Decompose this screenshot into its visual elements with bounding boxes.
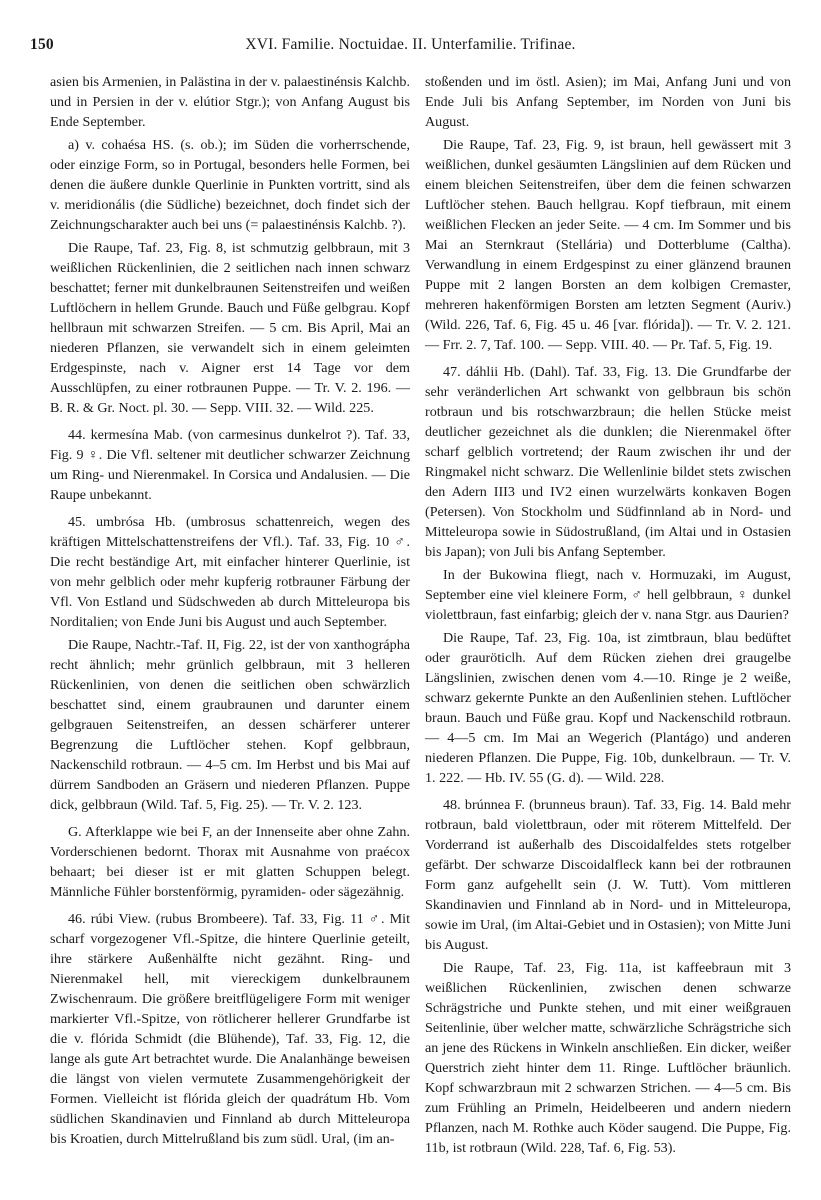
paragraph: 44. kermesína Mab. (von carmesinus dunkelrot ?). Taf. 33, Fig. 9 ♀. Die Vfl. seltener mit deutlicher schwarzer Zeichnung um Ring- und Nierenmakel. In Corsica und Andalusien. — Die Raupe unbekannt. <box>50 427 410 503</box>
paragraph: Die Raupe, Taf. 23, Fig. 11a, ist kaffeebraun mit 3 weißlichen Rückenlinien, zwischen denen schwarze Schrägstriche und Punkte stehen, und mit einer weißgrauen Seitenlinie, über welcher matte, schwärzliche Schrägstriche sich an jene des Rückens in Winkeln anschließen. Ein dicker, weißer Querstrich zieht hinter dem 11. Ringe. Luftlöcher bräunlich. Kopf schwarzbraun mit 2 schwarzen Strichen. — 4—5 cm. Bis zum Frühling an Primeln, Heidelbeeren und andern niedern Pflanzen, nach M. Rothke auch Köder saugend. Die Puppe, Fig. 11b, ist rotbraun (Wild. 228, Taf. 6, Fig. 53). <box>425 960 791 1156</box>
paragraph: 45. umbrósa Hb. (umbrosus schattenreich, wegen des kräftigen Mittelschattenstreifens der Vfl.). Taf. 33, Fig. 10 ♂. Die recht beständige Art, mit einfacher hinterer Querlinie, ist von mehr gelblich oder mehr kupferig rotbrauner Färbung der Vfl. Von Estland und Südschweden ab durch Mitteleuropa bis Norditalien; von Ende Juni bis August und auch September. <box>50 514 410 630</box>
running-header <box>30 36 791 60</box>
paragraph: asien bis Armenien, in Palästina in der v. palaestinénsis Kalchb. und in Persien in der v. elútior Stgr.); von Anfang August bis Ende September. <box>50 74 410 130</box>
paragraph: 46. rúbi View. (rubus Brombeere). Taf. 33, Fig. 11 ♂. Mit scharf vorgezogener Vfl.-Spitze, die hintere Querlinie geteilt, ihre stärkere Außenhälfte nicht gezähnt. Ring- und Nierenmakel hell, mit viereckigem dunkelbraunem Zwischenraum. Die größere breitflügeligere Form mit weniger markierter Vfl.-Spitze, von rötlicherer hellerer Grundfarbe ist die v. flórida Schmidt (die Blühende), Taf. 33, Fig. 12, die lange als gute Art betrachtet wurde. Die Analanhänge beweisen die längst von vielen vermutete Zusammengehörigkeit der Formen. Vielleicht ist flórida gleich der quadrátum Hb. Vom südlichen Skandinavien und Finnland ab durch Mitteleuropa bis Kroatien, durch Mittelrußland bis zum südl. Ural, (im an- <box>50 911 410 1147</box>
right-column <box>425 72 791 1158</box>
paragraph: G. Afterklappe wie bei F, an der Innenseite aber ohne Zahn. Vorderschienen bedornt. Thorax mit Ausnahme von praécox behaart; bei dieser ist er mit glatten Schuppen belegt. Männliche Fühler borstenförmig, pyramiden- oder sägezähnig. <box>50 824 410 900</box>
paragraph: Die Raupe, Nachtr.-Taf. II, Fig. 22, ist der von xanthográpha recht ähnlich; mehr grünlich gelbbraun, mit 3 helleren Rückenlinien, von denen die seitlichen oben schwärzlich beschattet sind, einem graubraunen und darunter einem gelbgrauen Seitenstreifen, an dessen schärferer unterer Begrenzung die Luftlöcher stehen. Kopf gelbbraun, Nackenschild rotbraun. — 4–5 cm. Im Herbst und bis Mai auf dürrem Sandboden an Gräsern und niederen Pflanzen. Puppe dick, gelbbraun (Wild. Taf. 5, Fig. 25). — Tr. V. 2. 123. <box>50 637 410 813</box>
paragraph: In der Bukowina fliegt, nach v. Hormuzaki, im August, September eine viel kleinere Form, ♂ hell gelbbraun, ♀ dunkel violettbraun, fast einfarbig; gleich der v. nana Stgr. aus Daurien? <box>425 567 791 623</box>
paragraph: a) v. cohaésa HS. (s. ob.); im Süden die vorherrschende, oder einzige Form, so in Portugal, besonders helle Formen, bei denen die äußere dunkle Querlinie in Punkten vortritt, sind als v. meridionális (die Südliche) bezeichnet, doch findet sich der Zeichnungscharakter auch bei uns (= palaestinénsis Kalchb. ?). <box>50 137 410 233</box>
left-column <box>50 72 410 1149</box>
paragraph: Die Raupe, Taf. 23, Fig. 9, ist braun, hell gewässert mit 3 weißlichen, dunkel gesäumten Längslinien auf dem Rücken und einem bleichen Seitenstreifen, über dem die feinen schwarzen Luftlöcher stehen. Bauch hellgrau. Kopf tiefbraun, mit einem weißlichen Flecken an jeder Seite. — 4 cm. Im Sommer und bis Mai an Sternkraut (Stellária) und Dotterblume (Caltha). Verwandlung in einem Erdgespinst zu einer glänzend braunen Puppe mit 2 langen Borsten an dem kolbigen Cremaster, mehreren hakenförmigen Borsten am letzten Segment (Auriv.) (Wild. 226, Taf. 6, Fig. 45 u. 46 [var. flórida]). — Tr. V. 2. 121. — Frr. 2. 7, Taf. 100. — Sepp. VIII. 40. — Pr. Taf. 5, Fig. 19. <box>425 137 791 353</box>
page-number: 150 <box>30 36 54 53</box>
running-title: XVI. Familie. Noctuidae. II. Unterfamilie. Trifinae. <box>245 36 576 53</box>
paragraph: 48. brúnnea F. (brunneus braun). Taf. 33, Fig. 14. Bald mehr rotbraun, bald violettbraun, oder mit röterem Mittelfeld. Der Vorderrand ist außerhalb des Discoidalfeldes stets rotgelber gefärbt. Der schwarze Discoidalfleck kann bei der rotbraunen Form ganz aufgehellt sein (J. W. Tutt). Vom mittleren Skandinavien und Finnland ab in Nord- und in Mitteleuropa, sowie im Ural, (im Altai-Gebiet und in Ostasien); von Mitte Juni bis August. <box>425 797 791 953</box>
paragraph: Die Raupe, Taf. 23, Fig. 10a, ist zimtbraun, blau bedüftet oder grauröticlh. Auf dem Rücken ziehen drei graugelbe Längslinien, zwischen denen vom 4.—10. Ringe je 2 weiße, schwarz gekernte Punkte an den Außenlinien stehen. Luftlöcher braun. Bauch und Füße grau. Kopf und Nackenschild rotbraun. — 4—5 cm. Im Mai an Wegerich (Plantágo) und anderen niederen Pflanzen. Die Puppe, Fig. 10b, dunkelbraun. — Tr. V. 1. 222. — Hb. IV. 55 (G. d). — Wild. 228. <box>425 630 791 786</box>
paragraph: stoßenden und im östl. Asien); im Mai, Anfang Juni und von Ende Juli bis Anfang September, im Norden von Juni bis August. <box>425 74 791 130</box>
paragraph: Die Raupe, Taf. 23, Fig. 8, ist schmutzig gelbbraun, mit 3 weißlichen Rückenlinien, die 2 seitlichen nach innen schwarz beschattet; ferner mit dunkelbraunen Seitenstreifen und weißen Luftlöchern in hellem Grunde. Bauch und Füße gelbgrau. Kopf hellbraun mit schwarzen Streifen. — 5 cm. Bis April, Mai an niederen Pflanzen, sie verwandelt sich in einem geleimten Erdgespinste, nach v. Aigner erst 14 Tage vor dem Ausschlüpfen, zu einer rotbraunen Puppe. — Tr. V. 2. 196. — B. R. & Gr. Noct. pl. 30. — Sepp. VIII. 32. — Wild. 225. <box>50 240 410 416</box>
paragraph: 47. dáhlii Hb. (Dahl). Taf. 33, Fig. 13. Die Grundfarbe der sehr veränderlichen Art schwankt von gelbbraun bis schön rotbraun und bis rotschwarzbraun; die hellen Stücke meist deutlicher gezeichnet als die dunklen; die Nierenmakel öfter scharf gelblich vortretend; der Raum zwischen ihr und der Ringmakel nicht schwarz. Die Wellenlinie bildet stets zwischen den Adern III3 und IV2 einen wurzelwärts konkaven Bogen (Petersen). Von Stockholm und Südfinnland ab in Nord- und Mitteleuropa sowie in Südostrußland, (im Altai und in Ostasien bis Japan); von Juli bis Anfang September. <box>425 364 791 560</box>
